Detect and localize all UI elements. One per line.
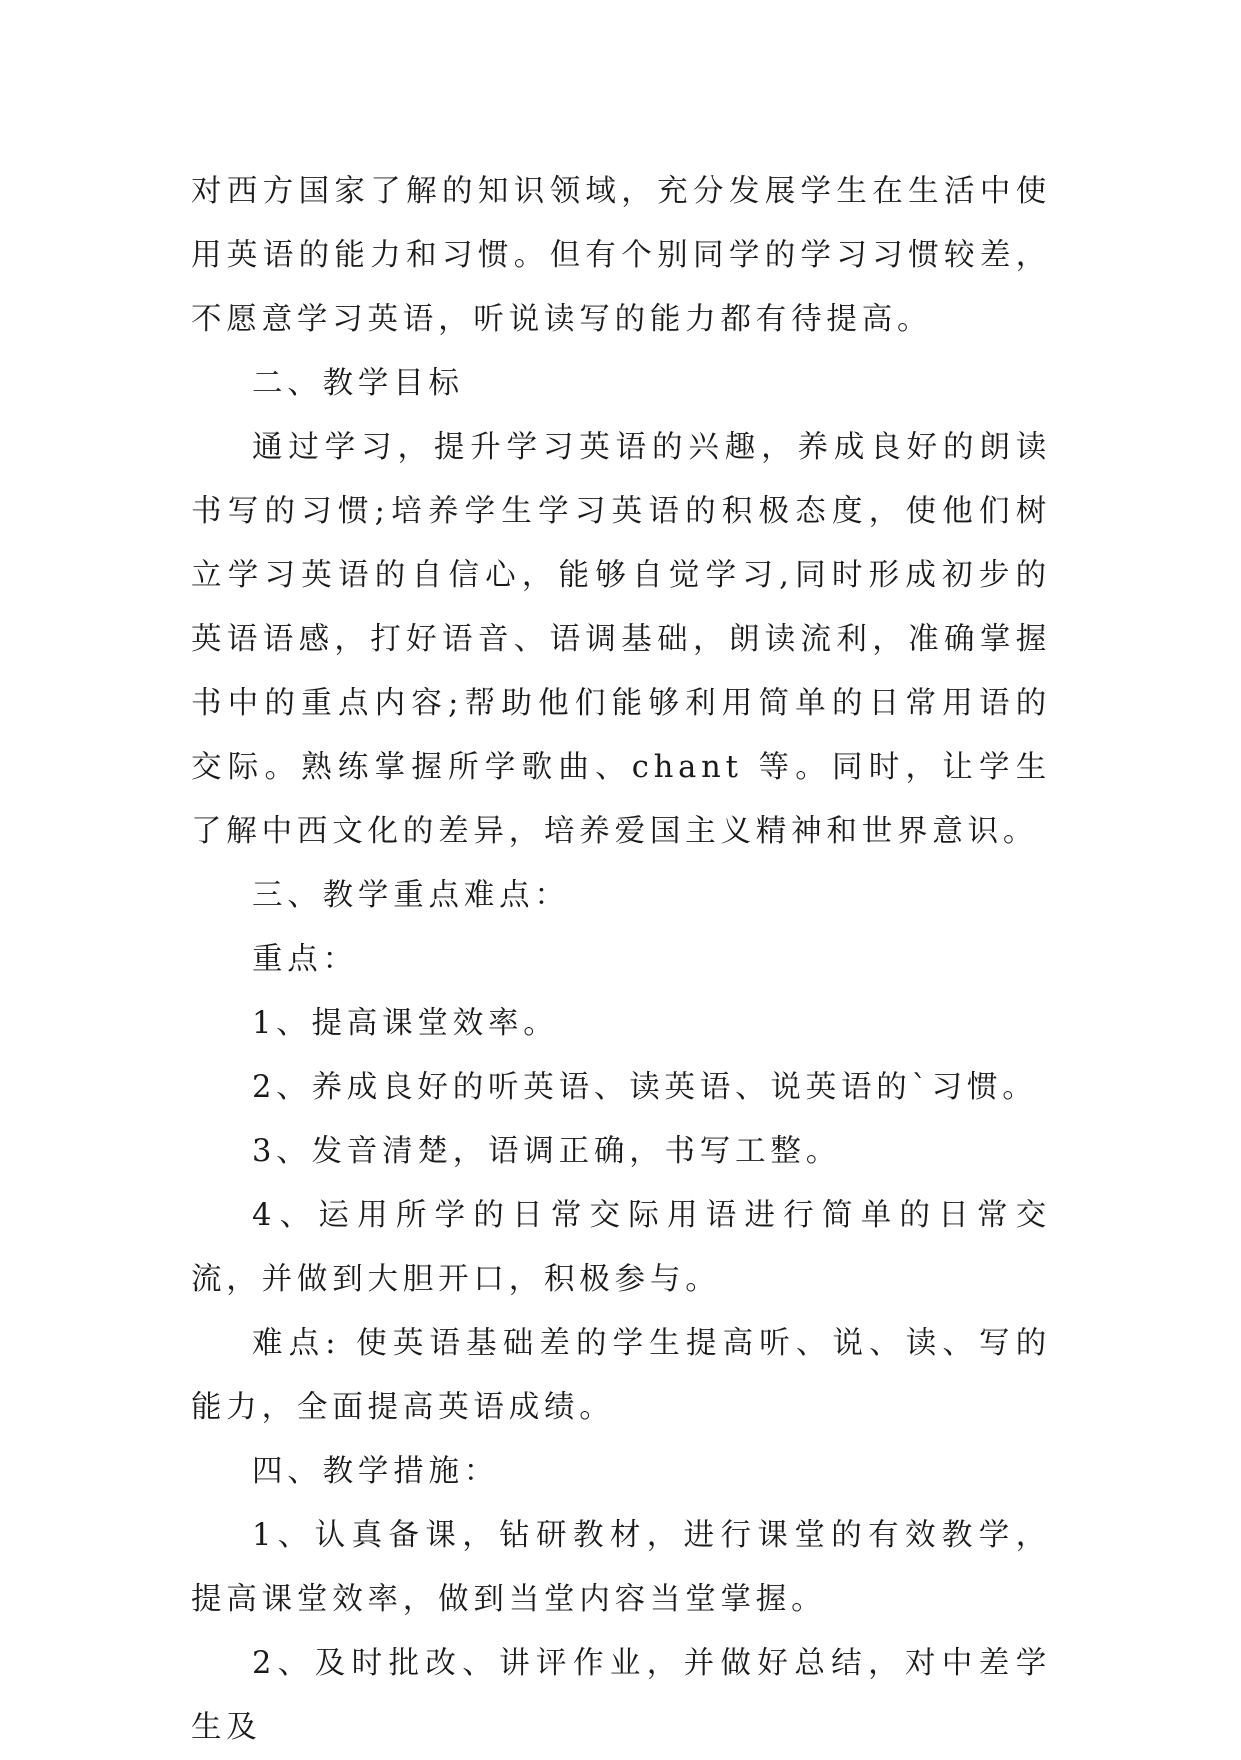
list-item-key-point-4: 4、运用所学的日常交际用语进行简单的日常交流，并做到大胆开口，积极参与。 bbox=[191, 1198, 1051, 1297]
section-heading-teaching-goals: 二、教学目标 bbox=[252, 366, 464, 401]
list-item-measure-1: 1、认真备课，钻研教材，进行课堂的有效教学，提高课堂效率，做到当堂内容当堂掌握。 bbox=[191, 1518, 1051, 1617]
paragraph-difficult-points: 难点: 使英语基础差的学生提高听、说、读、写的能力，全面提高英语成绩。 bbox=[191, 1326, 1051, 1425]
label-key-points: 重点： bbox=[252, 942, 358, 977]
section-heading-teaching-measures: 四、教学措施： bbox=[252, 1454, 500, 1489]
paragraph-continuation: 对西方国家了解的知识领域，充分发展学生在生活中使用英语的能力和习惯。但有个别同学的学习习惯较差，不愿意学习英语，听说读写的能力都有待提高。 bbox=[191, 174, 1051, 337]
list-item-key-point-2: 2、养成良好的听英语、读英语、说英语的`习惯。 bbox=[252, 1070, 1038, 1105]
list-item-measure-2: 2、及时批改、讲评作业，并做好总结，对中差学生及 bbox=[191, 1646, 1051, 1745]
section-heading-key-difficult-points: 三、教学重点难点： bbox=[252, 878, 570, 913]
paragraph-teaching-goals: 通过学习，提升学习英语的兴趣，养成良好的朗读书写的习惯;培养学生学习英语的积极态度，使他们树立学习英语的自信心，能够自觉学习,同时形成初步的英语语感，打好语音、语调基础，朗读流利，准确掌握书中的重点内容;帮助他们能够利用简单的日常用语的交际。熟练掌握所学歌曲、chant 等。同时，让学生了解中西文化的差异，培养爱国主义精神和世界意识。 bbox=[191, 430, 1051, 849]
list-item-key-point-1: 1、提高课堂效率。 bbox=[252, 1006, 559, 1041]
list-item-key-point-3: 3、发音清楚，语调正确，书写工整。 bbox=[252, 1134, 842, 1169]
document-body bbox=[191, 160, 1051, 1760]
